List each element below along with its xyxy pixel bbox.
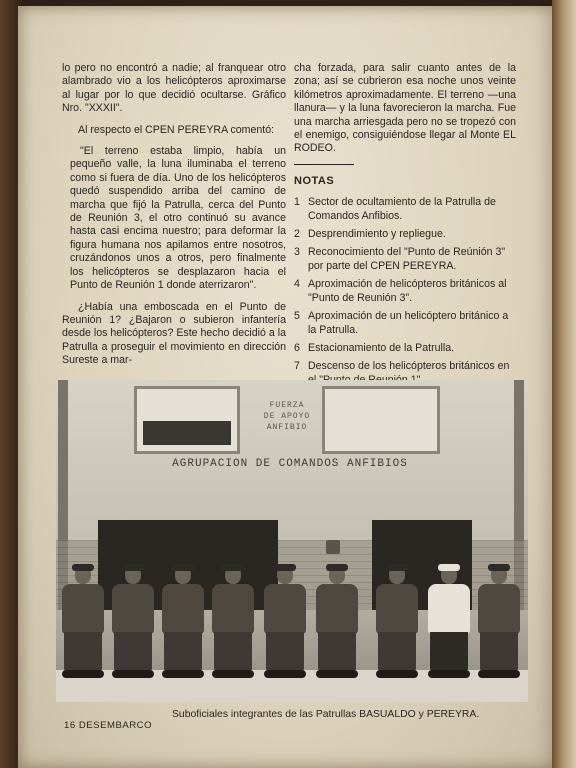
building-sign: AGRUPACION DE COMANDOS ANFIBIOS (172, 458, 408, 470)
right-text-column (294, 62, 516, 392)
seated-person (314, 566, 360, 694)
note-number: 4 (294, 278, 300, 291)
note-item (294, 278, 516, 305)
note-text: Aproximación de helicópteros británicos al "Punto de Reunión 3". (308, 278, 507, 304)
note-number: 2 (294, 228, 300, 241)
seated-person (160, 566, 206, 694)
seated-person (60, 566, 106, 694)
group-photo (56, 380, 528, 702)
note-number: 5 (294, 310, 300, 323)
seated-person (110, 566, 156, 694)
divider (294, 164, 354, 165)
photo-caption: Suboficiales integrantes de las Patrullas BASUALDO y PEREYRA. (172, 709, 480, 720)
quote-paragraph: "El terreno estaba limpio, había un pequeño valle, la luna iluminaba el terreno como si fuera de día. Uno de los helicópteros quedó suspendido arriba del camino de marcha que fijó la Patrulla, cerca del Punto de Reunión 3, el otro continuó su avance hasta casi encima nuestro; para deformar la figura humana nos apilamos entre nosotros, cruzándonos unos a otros, pero finalmente los helicópteros se desplazaron hacia el Punto de Reunión 1 donde aterrizaron". (70, 145, 286, 292)
note-number: 1 (294, 196, 300, 209)
note-item (294, 196, 516, 223)
note-text: Estacionamiento de la Patrulla. (308, 341, 455, 354)
note-item (294, 228, 516, 241)
wall-emblem (326, 540, 340, 554)
wall-plaque (252, 400, 322, 433)
notes-heading: NOTAS (294, 174, 335, 187)
note-text: Aproximación de un helicóptero británico a la Patrulla. (308, 310, 509, 336)
paragraph: cha forzada, para salir cuanto antes de la zona; así se cubrieron esa noche unos veinte kilómetros aproximadamente. El terreno —una llanura— y la luna favorecieron la marcha. Fue una marcha arriesgada pero no se tropezó con el enemigo, consiguiéndose llegar al Monte EL RODEO. (294, 62, 516, 155)
seated-person-white-uniform (426, 566, 472, 694)
window (322, 386, 440, 454)
note-item (294, 246, 516, 273)
seated-person (374, 566, 420, 694)
note-text: Sector de ocultamiento de la Patrulla de Comandos Anfibios. (308, 196, 496, 222)
paragraph: ¿Había una emboscada en el Punto de Reunión 1? ¿Bajaron o subieron infantería desde los helicópteros? Este hecho decidió a la Patrulla a proseguir el movimiento en dirección Sureste a mar- (62, 300, 286, 367)
plaque-line: DE APOYO (263, 412, 311, 421)
note-text: Reconocimiento del "Punto de Reúnión 3" por parte del CPEN PEREYRA. (308, 246, 506, 272)
seated-person (210, 566, 256, 694)
left-text-column (62, 62, 286, 376)
note-text: Desprendimiento y repliegue. (308, 228, 446, 241)
seated-person (476, 566, 522, 694)
page-gutter (552, 0, 576, 768)
paragraph: lo pero no encontró a nadie; al franquear otro alambrado vio a los helicópteros aproximarse al lugar por lo que decidió ocultarse. Gráfico Nro. "XXXII". (62, 62, 286, 115)
plaque-line: FUERZA (269, 401, 305, 410)
note-item (294, 342, 516, 355)
plaque-line: ANFIBIO (266, 423, 308, 432)
window-glass (143, 421, 231, 445)
note-number: 7 (294, 360, 300, 373)
window (134, 386, 240, 454)
paragraph: Al respecto el CPEN PEREYRA comentó: (78, 123, 275, 136)
page-number: 16 DESEMBARCO (64, 720, 153, 731)
note-number: 6 (294, 341, 300, 354)
note-number: 3 (294, 246, 300, 259)
note-text: Descenso de los helicópteros británicos en (308, 360, 510, 373)
seated-person (262, 566, 308, 694)
note-item (294, 310, 516, 337)
